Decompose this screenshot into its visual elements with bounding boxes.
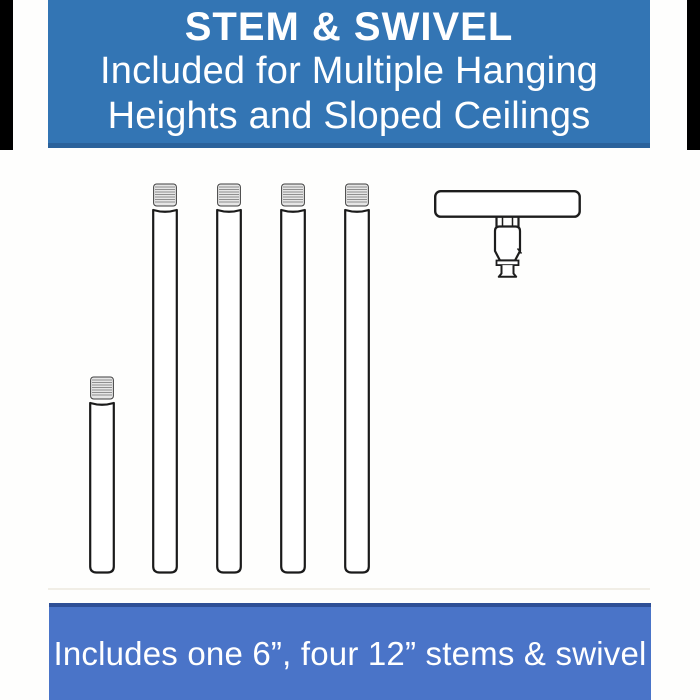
subtitle-line-1: Included for Multiple Hanging	[100, 49, 598, 92]
diagram-area	[0, 148, 700, 603]
left-black-bar	[0, 0, 13, 150]
stem-drawing	[215, 183, 243, 574]
swivel-collar	[497, 217, 519, 227]
right-black-bar	[687, 0, 700, 150]
page-title: STEM & SWIVEL	[184, 4, 514, 49]
footer-caption: Includes one 6”, four 12” stems & swivel	[53, 634, 647, 672]
stem-drawing	[343, 183, 371, 574]
stem-drawing	[151, 183, 179, 574]
header-banner	[48, 0, 650, 148]
swivel-flange	[497, 261, 519, 266]
stem-drawing	[88, 376, 116, 574]
canopy-plate	[435, 191, 580, 217]
baseline-shadow	[48, 588, 650, 590]
swivel-body	[495, 227, 520, 261]
footer-banner	[49, 603, 651, 700]
subtitle-line-2: Heights and Sloped Ceilings	[107, 94, 591, 137]
stem-drawing	[279, 183, 307, 574]
swivel-nipple	[499, 265, 516, 277]
swivel-drawing	[430, 188, 586, 280]
